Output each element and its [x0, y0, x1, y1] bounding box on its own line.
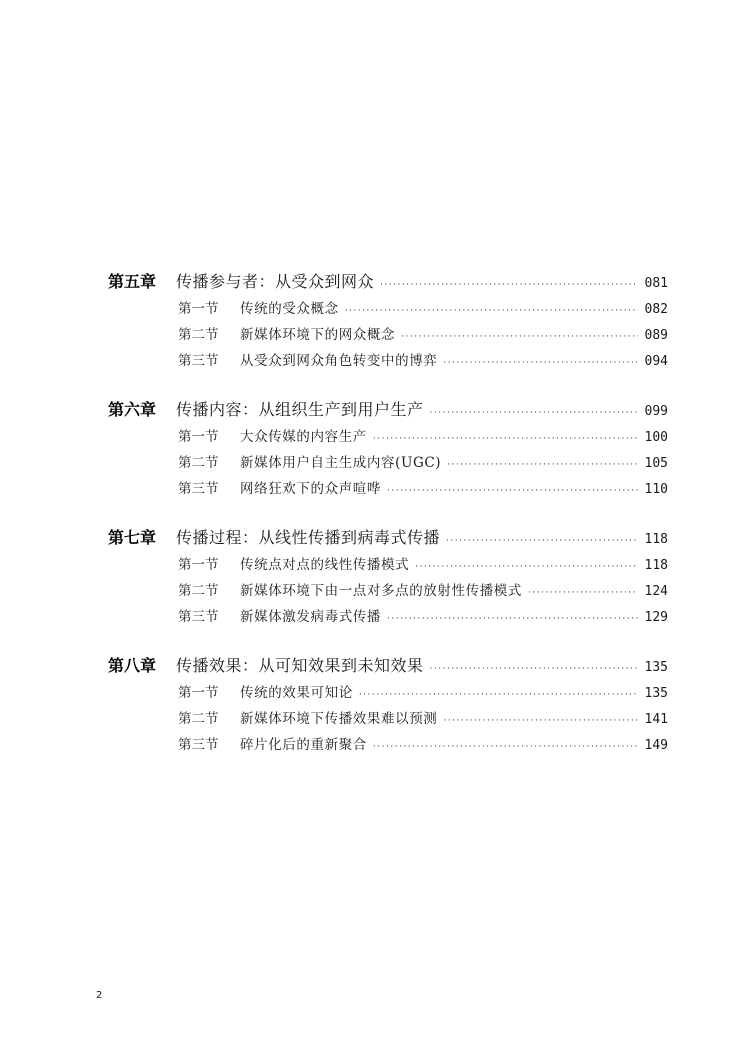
dot-leader [401, 324, 638, 350]
dot-leader [430, 655, 638, 683]
section-entry[interactable] [108, 450, 668, 476]
dot-leader [446, 527, 638, 555]
section-entry[interactable] [108, 476, 668, 502]
chapter-page-number: 118 [644, 532, 668, 547]
section-title: 新媒体环境下传播效果难以预测 [240, 711, 438, 727]
section-entry[interactable] [108, 424, 668, 450]
section-title: 碎片化后的重新聚合 [240, 737, 367, 753]
section-label: 第二节 [178, 327, 219, 343]
chapter-page-number: 081 [644, 276, 668, 291]
dot-leader [443, 708, 638, 734]
section-entry[interactable] [108, 552, 668, 578]
dot-leader [359, 682, 638, 708]
section-entry[interactable] [108, 732, 668, 758]
dot-leader [430, 399, 638, 427]
section-page-number: 118 [644, 558, 668, 573]
table-of-contents [108, 268, 668, 780]
section-page-number: 082 [644, 302, 668, 317]
chapter-label: 第五章 [108, 272, 157, 291]
dot-leader [387, 478, 638, 504]
section-page-number: 089 [644, 328, 668, 343]
section-entry[interactable] [108, 322, 668, 348]
section-page-number: 149 [644, 738, 668, 753]
chapter-5 [108, 268, 668, 374]
section-entry[interactable] [108, 680, 668, 706]
dot-leader [345, 298, 638, 324]
chapter-entry[interactable] [108, 524, 668, 552]
section-title: 大众传媒的内容生产 [240, 429, 367, 445]
dot-leader [387, 606, 638, 632]
chapter-label: 第六章 [108, 400, 157, 419]
chapter-label: 第八章 [108, 656, 157, 675]
section-label: 第三节 [178, 737, 219, 753]
section-title: 传统点对点的线性传播模式 [240, 557, 410, 573]
section-label: 第一节 [178, 429, 219, 445]
section-entry[interactable] [108, 604, 668, 630]
section-title: 传统的效果可知论 [240, 685, 353, 701]
section-title: 网络狂欢下的众声喧哗 [240, 481, 381, 497]
chapter-entry[interactable] [108, 396, 668, 424]
section-title: 新媒体用户自主生成内容(UGC) [240, 455, 442, 471]
chapter-6 [108, 396, 668, 502]
section-title: 新媒体环境下由一点对多点的放射性传播模式 [240, 583, 522, 599]
chapter-page-number: 135 [644, 660, 668, 675]
section-title: 新媒体激发病毒式传播 [240, 609, 381, 625]
chapter-entry[interactable] [108, 268, 668, 296]
dot-leader [443, 350, 638, 376]
section-page-number: 141 [644, 712, 668, 727]
section-label: 第三节 [178, 353, 219, 369]
section-page-number: 105 [644, 456, 668, 471]
chapter-8 [108, 652, 668, 758]
section-label: 第一节 [178, 685, 219, 701]
section-label: 第二节 [178, 583, 219, 599]
chapter-title: 传播内容：从组织生产到用户生产 [176, 400, 424, 419]
section-page-number: 110 [644, 482, 668, 497]
section-label: 第一节 [178, 557, 219, 573]
section-label: 第一节 [178, 301, 219, 317]
section-page-number: 129 [644, 610, 668, 625]
section-page-number: 124 [644, 584, 668, 599]
chapter-label: 第七章 [108, 528, 157, 547]
chapter-7 [108, 524, 668, 630]
section-title: 新媒体环境下的网众概念 [240, 327, 396, 343]
dot-leader [373, 426, 638, 452]
chapter-title: 传播参与者：从受众到网众 [176, 272, 375, 291]
section-label: 第三节 [178, 609, 219, 625]
chapter-entry[interactable] [108, 652, 668, 680]
section-entry[interactable] [108, 348, 668, 374]
dot-leader [373, 734, 638, 760]
section-label: 第三节 [178, 481, 219, 497]
section-label: 第二节 [178, 455, 219, 471]
chapter-page-number: 099 [644, 404, 668, 419]
dot-leader [380, 271, 638, 299]
dot-leader [528, 580, 638, 606]
section-title: 从受众到网众角色转变中的博弈 [240, 353, 438, 369]
section-label: 第二节 [178, 711, 219, 727]
section-page-number: 100 [644, 430, 668, 445]
section-entry[interactable] [108, 706, 668, 732]
chapter-title: 传播效果：从可知效果到未知效果 [176, 656, 424, 675]
section-page-number: 094 [644, 354, 668, 369]
section-entry[interactable] [108, 296, 668, 322]
section-entry[interactable] [108, 578, 668, 604]
dot-leader [415, 554, 638, 580]
chapter-title: 传播过程：从线性传播到病毒式传播 [176, 528, 441, 547]
dot-leader [447, 452, 638, 478]
page-number: 2 [96, 990, 103, 1001]
section-title: 传统的受众概念 [240, 301, 339, 317]
section-page-number: 135 [644, 686, 668, 701]
